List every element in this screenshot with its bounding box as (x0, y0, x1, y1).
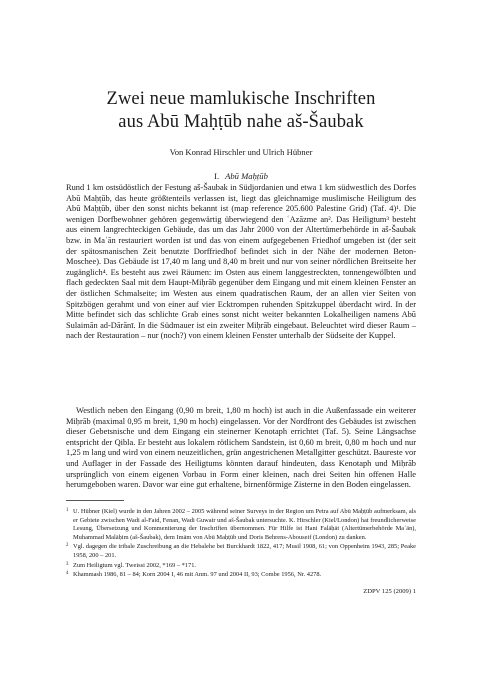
page-folio: ZDPV 125 (2009) 1 (363, 588, 416, 595)
body-paragraph-1 (66, 183, 416, 342)
footnote-3 (66, 561, 416, 571)
footnote-text: Zum Heiligtum vgl. Tweissi 2002, *169 – *171. (73, 561, 196, 569)
paragraph-text: Rund 1 km ostsüdöstlich der Festung aš-Šaubak in Südjordanien und etwa 1 km südwestlich des Dorfes Abū Maḥṭūb, das heute größtenteils verlassen ist, liegt das gleichnamige muslimische Heiligtum des Abū Maḥṭūb, über den sonst nichts bekannt ist (map reference 205.600 Palestine Grid) (Taf. 4)¹. Die wenigen Dorfbewohner gehören gegenwärtig überwiegend den ʿAzāzme an². Das Heiligtum³ besteht aus einem langrechteckigen Gebäude, das um das Jahr 2000 von der Altertümerbehörde in aš-Šaubak bzw. in Maʿān restauriert worden ist und das von einem aufgegebenen Friedhof umgeben ist (der seit der spätosmanischen Zeit benutzte Dorffriedhof befindet sich in der Nähe der modernen Beton-Moschee). Das Gebäude ist 17,40 m lang und 8,40 m breit und nur von seiner nördlichen Breitseite her zugänglich⁴. Es besteht aus zwei Räumen: im Osten aus einem langgestreckten, tonnengewölbten und flach gedeckten Saal mit dem Haupt-Miḥrāb gegenüber dem Eingang und mit einem kleinen Fenster an der östlichen Schmalseite; im Westen aus einem quadratischen Raum, der an allen vier Seiten von Spitzbögen gerahmt und von einer auf vier Ecktrompen ruhenden Spitzkuppel überdacht wird. In der Mitte befindet sich das schlichte Grab eines sonst nicht weiter bekannten Lokalheiligen namens Abū Sulaimān ad-Dārānī. In die Südmauer ist ein zweiter Miḥrāb eingebaut. Beleuchtet wird dieser Raum – nach der Restauration – nur (noch?) von einem kleinen Fenster unterhalb der Südseite der Kuppel. (66, 183, 416, 341)
article-title-line-1: Zwei neue mamlukische Inschriften (106, 89, 376, 109)
article-authors: Von Konrad Hirschler und Ulrich Hübner (169, 147, 313, 157)
footnote-number: 4 (66, 571, 69, 577)
paragraph-text: Westlich neben den Eingang (0,90 m breit, 1,80 m hoch) ist auch in die Außenfassade ein weiterer Miḥrāb (maximal 0,95 m breit, 1,90 m hoch) eingelassen. Vor der Nordfront des Gebäudes ist zwischen dieser Gebetsnische und dem Eingang ein steinerner Kenotaph errichtet (Taf. 5). Seine Längsachse entspricht der Qibla. Er besteht aus lokalem rötlichem Sandstein, ist 0,60 m breit, 0,80 m hoch und nur 1,25 m lang und wird von einem neuzeitlichen, grün angestrichenen Metallgitter geschützt. Baureste vor und Auflager in der Fassade des Heiligtums könnten darauf hindeuten, dass Kenotaph und Miḥrāb ursprünglich von einem eigenen Vorbau in Form einer kleinen, nach drei Seiten hin offenen Halle herumgeboben waren. Davor war eine gut erhaltene, birnenförmige Zisterne in den Boden eingelassen. (66, 406, 416, 490)
body-paragraph-2 (66, 406, 416, 491)
footnote-1 (66, 507, 416, 542)
section-number: I. (214, 171, 220, 181)
footnote-number: 2 (66, 543, 69, 549)
article-title-line-2: aus Abū Maḥṭūb nahe aš-Šaubak (118, 112, 364, 132)
footnote-4 (66, 570, 416, 580)
footnote-separator (66, 500, 124, 501)
footnote-text: Vgl. dagegen die tribale Zuschreibung an die Hebalehe bei Burckhardt 1822, 417; Musil 1908, 61; von Oppenheim 1943, 285; Peake 1958, 200 – 201. (73, 543, 416, 559)
footnote-text: Khammash 1986, 81 – 84; Korn 2004 I, 46 mit Anm. 97 und 2004 II, 93; Combe 1956, Nr. 4278. (73, 571, 322, 579)
footnote-number: 1 (66, 508, 69, 513)
footnotes (66, 507, 416, 580)
footnote-text: U. Hübner (Kiel) wurde in den Jahren 2002 – 2005 während seiner Surveys in der Region um Petra auf Abū Maḥṭūb aufmerksam, als er Gebiete zwischen Wadi al-Faid, Fenan, Wadi Guwair und aš-Šaubak untersuchte. K. Hirschler (Kiel/London) hat freundlicherweise Lesung, Übersetzung und Kommentierung der Inschriften übernommen. Für Hilfe ist Hani Falāḥāt (Altertümerbehörde Maʿān), Muhammad Malāḥim (aš-Šaubak), dem Imām von Abū Maḥṭūb und Doris Behrens-Abouseif (London) zu danken. (73, 508, 416, 541)
footnote-number: 3 (66, 561, 69, 567)
section-heading (0, 171, 482, 181)
section-name: Abū Maḥṭūb (225, 171, 268, 181)
footnote-2 (66, 542, 416, 560)
